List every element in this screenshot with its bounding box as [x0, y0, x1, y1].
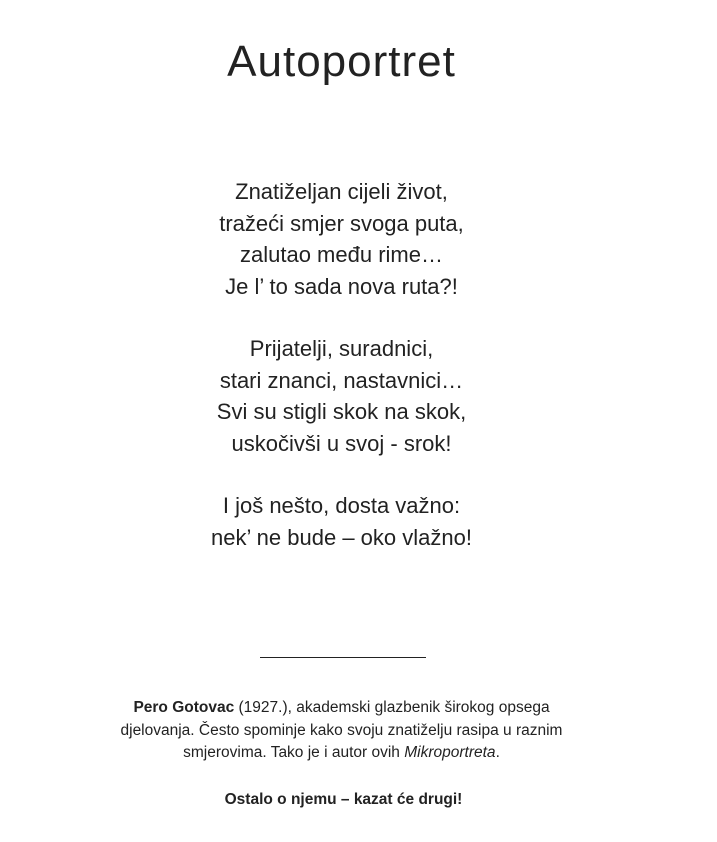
- closing-line: Ostalo o njemu – kazat će drugi!: [224, 791, 463, 808]
- author-name: Pero Gotovac: [133, 699, 235, 716]
- bio-line: [0, 697, 683, 720]
- poem-stanza: [0, 490, 683, 553]
- bio-text: (1927.), akademski glazbenik širokog opsega: [234, 699, 550, 716]
- bio-text: smjerovima. Tako je i autor ovih: [183, 744, 405, 761]
- bio-line: [0, 742, 683, 765]
- poem-stanza: [0, 176, 683, 302]
- poem-line: zalutao među rime…: [240, 242, 443, 267]
- poem-title: Autoportret: [227, 37, 456, 86]
- poem-line: Je l’ to sada nova ruta?!: [225, 273, 458, 299]
- poem-line: uskočivši u svoj - srok!: [231, 430, 452, 456]
- bio-line: djelovanja. Često spominje kako svoju znatiželju rasipa u raznim: [120, 721, 563, 739]
- poem-line: Prijatelji, suradnici,: [249, 336, 434, 361]
- poem-line: stari znanci, nastavnici…: [219, 367, 464, 393]
- bio-text: .: [495, 744, 500, 761]
- divider-line: [260, 657, 426, 658]
- poem-line: I još nešto, dosta važno:: [222, 493, 461, 518]
- poem: [0, 176, 683, 553]
- poem-line: Svi su stigli skok na skok,: [216, 399, 467, 424]
- poem-stanza: [0, 333, 683, 459]
- poem-line: tražeći smjer svoga puta,: [219, 210, 464, 236]
- poem-line: nek’ ne bude – oko vlažno!: [211, 524, 472, 550]
- book-title: Mikroportreta: [404, 744, 496, 761]
- poem-line: Znatiželjan cijeli život,: [235, 179, 448, 204]
- author-bio: [0, 697, 683, 765]
